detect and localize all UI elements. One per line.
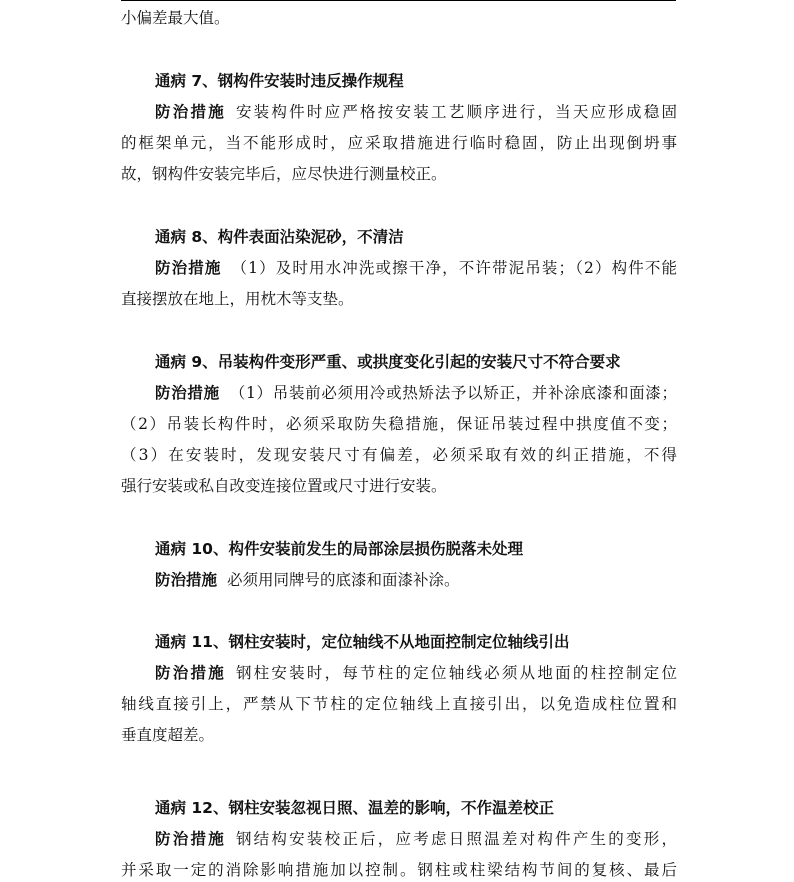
measures-label: 防治措施 — [155, 571, 218, 589]
section-heading-12: 通病 12、钢柱安装忽视日照、温差的影响，不作温差校正 — [155, 799, 554, 817]
section-7-line-3: 故，钢构件安装完毕后，应尽快进行测量校正。 — [121, 165, 447, 183]
section-7-line-2: 的框架单元，当不能形成时，应采取措施进行临时稳固，防止出现倒坍事 — [121, 134, 677, 152]
section-heading-11: 通病 11、钢柱安装时，定位轴线不从地面控制定位轴线引出 — [155, 633, 570, 651]
section-10-line-1 — [155, 570, 677, 592]
measures-label: 防治措施 — [155, 830, 226, 848]
page-top-rule — [121, 0, 676, 1]
section-8-line-1 — [155, 258, 677, 280]
section-8-line-2: 直接摆放在地上，用枕木等支垫。 — [121, 290, 354, 308]
section-heading-10: 通病 10、构件安装前发生的局部涂层损伤脱落未处理 — [155, 540, 523, 558]
section-heading-7: 通病 7、钢构件安装时违反操作规程 — [155, 72, 404, 90]
section-11-text-1: 钢柱安装时，每节柱的定位轴线必须从地面的柱控制定位 — [235, 664, 677, 682]
measures-label: 防治措施 — [155, 103, 226, 121]
section-9-line-2: （2）吊装长构件时，必须采取防失稳措施，保证吊装过程中拱度值不变； — [121, 415, 677, 433]
continuation-text: 小偏差最大值。 — [121, 9, 230, 27]
section-9-line-4: 强行安装或私自改变连接位置或尺寸进行安装。 — [121, 477, 447, 495]
section-12-line-1 — [155, 829, 677, 851]
section-9-text-1: （1）吊装前必须用冷或热矫法予以矫正，并补涂底漆和面漆； — [229, 384, 677, 402]
section-11-line-1 — [155, 663, 677, 685]
section-12-line-2: 并采取一定的消除影响措施加以控制。钢柱或柱梁结构节间的复核、最后 — [121, 861, 677, 879]
section-8-text-1: （1）及时用水冲洗或擦干净，不许带泥吊装；（2）构件不能 — [231, 259, 677, 277]
measures-label: 防治措施 — [155, 664, 226, 682]
section-9-line-3: （3）在安装时，发现安装尺寸有偏差，必须采取有效的纠正措施，不得 — [121, 446, 677, 464]
section-heading-9: 通病 9、吊装构件变形严重、或拱度变化引起的安装尺寸不符合要求 — [155, 353, 621, 371]
section-11-line-2: 轴线直接引上，严禁从下节柱的定位轴线上直接引出，以免造成柱位置和 — [121, 695, 677, 713]
section-10-text-1: 必须用同牌号的底漆和面漆补涂。 — [227, 571, 460, 589]
section-11-line-3: 垂直度超差。 — [121, 726, 215, 744]
section-12-text-1: 钢结构安装校正后，应考虑日照温差对构件产生的变形， — [235, 830, 677, 848]
measures-label: 防治措施 — [155, 384, 220, 402]
section-7-text-1: 安装构件时应严格按安装工艺顺序进行，当天应形成稳固 — [235, 103, 677, 121]
section-9-line-1 — [155, 383, 677, 405]
section-heading-8: 通病 8、构件表面沾染泥砂，不清洁 — [155, 228, 404, 246]
measures-label: 防治措施 — [155, 259, 222, 277]
section-7-line-1 — [155, 102, 677, 124]
